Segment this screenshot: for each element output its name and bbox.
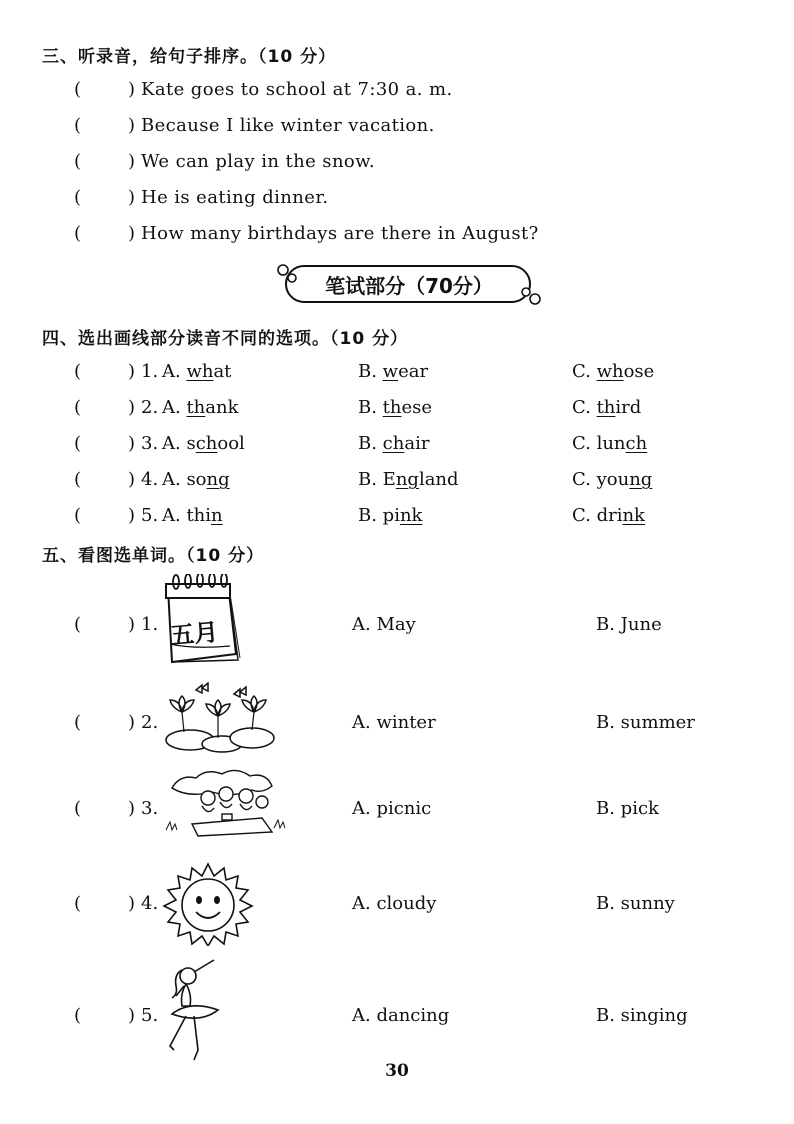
underlined-letters: ng: [206, 469, 230, 490]
option-a: A. cloudy: [352, 893, 437, 914]
answer-paren-open: (: [74, 712, 82, 733]
option-prefix: A. so: [162, 469, 207, 490]
option-c: [572, 361, 654, 382]
option-prefix: A. thi: [162, 505, 212, 526]
underlined-letters: nk: [399, 505, 423, 526]
list-item: [0, 223, 794, 251]
answer-paren-close: ): [128, 614, 136, 635]
table-row: [0, 469, 794, 497]
answer-paren-open: (: [74, 187, 82, 208]
option-prefix: C.: [572, 397, 597, 418]
answer-paren-open: (: [74, 614, 82, 635]
list-item: [0, 115, 794, 143]
answer-paren-close: ): [128, 469, 136, 490]
option-prefix: C. dri: [572, 505, 623, 526]
answer-paren-close: ): [128, 505, 136, 526]
underlined-letters: ng: [629, 469, 653, 490]
underlined-letters: th: [382, 397, 402, 418]
question-number: 4.: [141, 893, 159, 914]
answer-paren-close: ): [128, 151, 136, 172]
option-prefix: B.: [358, 433, 383, 454]
option-b: B. singing: [596, 1005, 688, 1026]
option-prefix: B.: [358, 361, 383, 382]
answer-paren-open: (: [74, 893, 82, 914]
question-number: 1.: [141, 361, 159, 382]
answer-paren-open: (: [74, 223, 82, 244]
section-title-phonics: 四、选出画线部分读音不同的选项。（10 分）: [42, 329, 409, 349]
question-number: 5.: [141, 1005, 159, 1026]
answer-paren-close: ): [128, 79, 136, 100]
underlined-letters: n: [211, 505, 223, 526]
option-b: [358, 469, 459, 490]
answer-paren-open: (: [74, 151, 82, 172]
option-prefix: C. lun: [572, 433, 626, 454]
table-row: [0, 433, 794, 461]
question-number: 3.: [141, 798, 159, 819]
option-a: [162, 505, 223, 526]
option-prefix: B. pi: [358, 505, 400, 526]
answer-paren-close: ): [128, 115, 136, 136]
answer-paren-close: ): [128, 361, 136, 382]
question-number: 3.: [141, 433, 159, 454]
page-number: 30: [385, 1061, 409, 1081]
calendar-icon: [158, 574, 242, 666]
underlined-letters: ch: [382, 433, 405, 454]
option-c: [572, 469, 652, 490]
underlined-letters: ng: [395, 469, 419, 490]
answer-paren-open: (: [74, 397, 82, 418]
underlined-letters: th: [186, 397, 206, 418]
option-c: [572, 397, 641, 418]
option-b: B. summer: [596, 712, 695, 733]
table-row: [0, 893, 794, 923]
dancer-icon: [158, 958, 238, 1068]
list-item: [0, 187, 794, 215]
table-row: [0, 361, 794, 389]
option-a: A. picnic: [352, 798, 432, 819]
answer-paren-close: ): [128, 187, 136, 208]
question-number: 2.: [141, 712, 159, 733]
option-b: B. sunny: [596, 893, 675, 914]
option-suffix: ird: [615, 397, 642, 418]
answer-paren-close: ): [128, 712, 136, 733]
table-row: [0, 798, 794, 828]
answer-paren-open: (: [74, 115, 82, 136]
answer-paren-open: (: [74, 798, 82, 819]
underlined-letters: nk: [622, 505, 645, 526]
option-b: [358, 397, 432, 418]
answer-paren-open: (: [74, 433, 82, 454]
option-a: A. dancing: [352, 1005, 450, 1026]
answer-paren-open: (: [74, 1005, 82, 1026]
answer-paren-close: ): [128, 397, 136, 418]
table-row: [0, 397, 794, 425]
option-b: [358, 433, 429, 454]
table-row: [0, 614, 794, 644]
answer-paren-close: ): [128, 893, 136, 914]
section-title-picture-words: 五、看图选单词。（10 分）: [42, 546, 265, 566]
option-a: [162, 397, 239, 418]
answer-paren-close: ): [128, 433, 136, 454]
question-number: 1.: [141, 614, 159, 635]
banner-text: 笔试部分（70分）: [325, 274, 493, 298]
underlined-letters: th: [596, 397, 616, 418]
sentence-text: Kate goes to school at 7:30 a. m.: [141, 79, 453, 100]
underlined-letters: ch: [195, 433, 218, 454]
answer-paren-open: (: [74, 505, 82, 526]
sun-icon: [160, 862, 256, 946]
option-b: B. June: [596, 614, 662, 635]
question-number: 4.: [141, 469, 159, 490]
option-prefix: A.: [162, 361, 187, 382]
option-prefix: B.: [358, 397, 383, 418]
sentence-text: How many birthdays are there in August?: [141, 223, 539, 244]
table-row: [0, 712, 794, 742]
option-a: [162, 469, 230, 490]
answer-paren-open: (: [74, 361, 82, 382]
option-c: [572, 433, 647, 454]
table-row: [0, 505, 794, 533]
underlined-letters: wh: [186, 361, 214, 382]
section-title-listen-order: 三、听录音，给句子排序。（10 分）: [42, 47, 337, 67]
option-prefix: A.: [162, 397, 187, 418]
option-suffix: ool: [217, 433, 245, 454]
option-a: [162, 361, 231, 382]
underlined-letters: w: [382, 361, 399, 382]
option-suffix: at: [213, 361, 232, 382]
option-suffix: ear: [398, 361, 429, 382]
underlined-letters: wh: [596, 361, 624, 382]
option-suffix: ose: [623, 361, 655, 382]
sentence-text: Because I like winter vacation.: [141, 115, 435, 136]
calendar-month-text: 五月: [169, 617, 220, 651]
option-a: A. May: [352, 614, 416, 635]
sentence-text: He is eating dinner.: [141, 187, 329, 208]
option-b: [358, 361, 428, 382]
option-suffix: ese: [401, 397, 433, 418]
written-part-banner: [276, 262, 542, 306]
option-suffix: air: [404, 433, 430, 454]
option-a: A. winter: [352, 712, 436, 733]
option-prefix: A. s: [162, 433, 196, 454]
option-prefix: C.: [572, 361, 597, 382]
option-prefix: B. E: [358, 469, 396, 490]
picnic-icon: [162, 768, 292, 838]
list-item: [0, 151, 794, 179]
question-number: 2.: [141, 397, 159, 418]
sentence-text: We can play in the snow.: [141, 151, 375, 172]
underlined-letters: ch: [625, 433, 648, 454]
list-item: [0, 79, 794, 107]
question-number: 5.: [141, 505, 159, 526]
option-a: [162, 433, 245, 454]
option-c: [572, 505, 645, 526]
table-row: [0, 1005, 794, 1035]
answer-paren-close: ): [128, 798, 136, 819]
option-suffix: ank: [205, 397, 239, 418]
answer-paren-open: (: [74, 79, 82, 100]
answer-paren-open: (: [74, 469, 82, 490]
answer-paren-close: ): [128, 1005, 136, 1026]
answer-paren-close: ): [128, 223, 136, 244]
lotus-flowers-icon: [160, 682, 276, 754]
option-suffix: land: [418, 469, 459, 490]
option-b: [358, 505, 422, 526]
option-prefix: C. you: [572, 469, 630, 490]
option-b: B. pick: [596, 798, 659, 819]
